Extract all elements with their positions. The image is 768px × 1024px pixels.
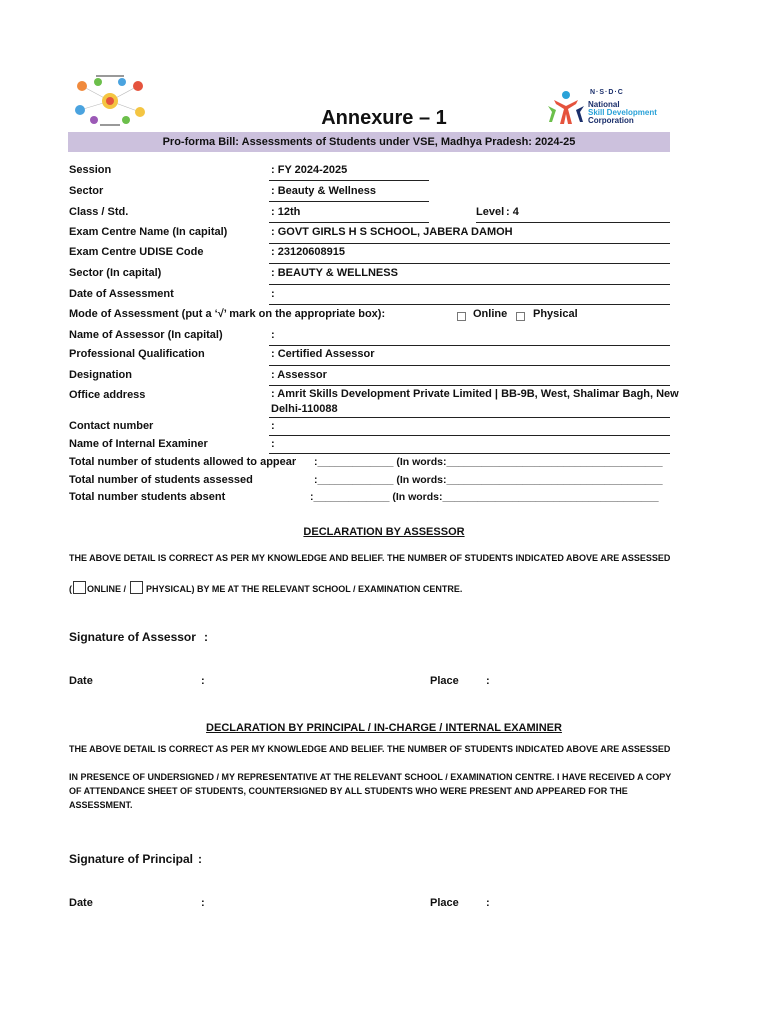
qualification-label: Professional Qualification (69, 348, 205, 360)
assessor-mode-line (69, 581, 675, 596)
online-label: Online (473, 308, 508, 320)
designation-underline (269, 385, 670, 386)
assessor-date-label: Date (69, 675, 93, 687)
assessor-name-underline (269, 345, 670, 346)
centre-name-value: : GOVT GIRLS H S SCHOOL, JABERA DAMOH (271, 226, 513, 238)
students-allowed-value: :_____________ (In words:_____________________________________ (314, 456, 663, 468)
nsdc-letters: N·S·D·C (590, 89, 624, 96)
level-label: Level (476, 206, 505, 218)
nsdc-line-1: National (588, 100, 620, 109)
office-address-line-2: Delhi-110088 (271, 403, 338, 415)
physical-checkbox[interactable] (516, 312, 525, 321)
designation-value: : Assessor (271, 369, 327, 381)
sector-underline (269, 201, 429, 202)
principal-declaration-text-1: THE ABOVE DETAIL IS CORRECT AS PER MY KNOWLEDGE AND BELIEF. THE NUMBER OF STUDENTS INDICATED ABOVE ARE ASSESSED (69, 744, 671, 754)
sector-cap-label: Sector (In capital) (69, 267, 162, 279)
sector-value: : Beauty & Wellness (271, 185, 376, 197)
date-of-assessment-label: Date of Assessment (69, 288, 174, 300)
office-address-underline (269, 417, 670, 418)
internal-examiner-value: : (271, 438, 275, 450)
assessor-name-value: : (271, 329, 275, 341)
physical-label: Physical (533, 308, 578, 320)
contact-value: : (271, 420, 275, 432)
qualification-underline (269, 365, 670, 366)
contact-label: Contact number (69, 420, 154, 432)
assessor-place-colon: : (486, 675, 490, 687)
students-assessed-label: Total number of students assessed (69, 474, 253, 486)
assessor-physical-checkbox[interactable] (130, 581, 143, 594)
level-underline (476, 222, 670, 223)
internal-examiner-label: Name of Internal Examiner (69, 438, 208, 450)
band-title: Pro-forma Bill: Assessments of Students under VSE, Madhya Pradesh: 2024-25 (162, 136, 576, 148)
date-of-assessment-underline (269, 304, 670, 305)
assessor-online-text: ONLINE / (87, 584, 127, 594)
session-label: Session (69, 164, 112, 176)
page-title: Annexure – 1 (321, 107, 447, 129)
principal-signature-colon: : (198, 852, 202, 866)
principal-date-colon: : (201, 897, 205, 909)
assessor-date-colon: : (201, 675, 205, 687)
principal-place-colon: : (486, 897, 490, 909)
online-checkbox[interactable] (457, 312, 466, 321)
class-label: Class / Std. (69, 206, 129, 218)
assessor-declaration-heading: DECLARATION BY ASSESSOR (303, 526, 465, 538)
assessor-signature-label: Signature of Assessor (69, 630, 196, 644)
level-value: : 4 (506, 206, 519, 218)
contact-underline (269, 435, 670, 436)
assessor-signature-colon: : (204, 630, 208, 644)
principal-signature-label: Signature of Principal (69, 852, 194, 866)
principal-declaration-text-2: IN PRESENCE OF UNDERSIGNED / MY REPRESENTATIVE AT THE RELEVANT SCHOOL / EXAMINATION CENTRE. I HAVE RECEIVED A COPY OF ATTENDANCE SHEET OF STUDENTS, COUNTERSIGNED BY ALL STUDENTS WHO WERE PRESENT AND APPEARED FOR THE ASSESSMENT. (69, 772, 672, 810)
nsdc-line-3: Corporation (588, 116, 634, 125)
udise-label: Exam Centre UDISE Code (69, 246, 204, 258)
designation-label: Designation (69, 369, 132, 381)
session-underline (269, 180, 429, 181)
udise-underline (269, 263, 670, 264)
sector-label: Sector (69, 185, 104, 197)
class-value: : 12th (271, 206, 301, 218)
date-of-assessment-value: : (271, 288, 275, 300)
sector-cap-underline (269, 284, 670, 285)
assessor-name-label: Name of Assessor (In capital) (69, 329, 223, 341)
principal-date-label: Date (69, 897, 93, 909)
mode-label: Mode of Assessment (put a ‘√’ mark on the appropriate box): (69, 308, 386, 320)
sector-cap-value: : BEAUTY & WELLNESS (271, 267, 398, 279)
centre-name-underline (269, 243, 670, 244)
qualification-value: : Certified Assessor (271, 348, 375, 360)
session-value: : FY 2024-2025 (271, 164, 348, 176)
office-address-line-1: : Amrit Skills Development Private Limited | BB-9B, West, Shalimar Bagh, New (271, 388, 679, 400)
students-allowed-label: Total number of students allowed to appear (69, 456, 297, 468)
principal-place-label: Place (430, 897, 459, 909)
open-paren: ( (69, 584, 72, 594)
nsdc-line-2: Skill Development (588, 108, 657, 117)
assessor-physical-text: PHYSICAL) BY ME AT THE RELEVANT SCHOOL / EXAMINATION CENTRE. (146, 584, 463, 594)
udise-value: : 23120608915 (271, 246, 346, 258)
students-assessed-value: :_____________ (In words:_____________________________________ (314, 474, 663, 486)
centre-name-label: Exam Centre Name (In capital) (69, 226, 228, 238)
internal-examiner-underline (269, 453, 670, 454)
assessor-online-checkbox[interactable] (73, 581, 86, 594)
students-absent-label: Total number students absent (69, 491, 226, 503)
assessor-declaration-text: THE ABOVE DETAIL IS CORRECT AS PER MY KNOWLEDGE AND BELIEF. THE NUMBER OF STUDENTS INDICATED ABOVE ARE ASSESSED (69, 553, 671, 563)
class-underline (269, 222, 429, 223)
office-address-label: Office address (69, 389, 146, 401)
students-absent-value: :_____________ (In words:_____________________________________ (310, 491, 659, 503)
principal-declaration-heading: DECLARATION BY PRINCIPAL / IN-CHARGE / INTERNAL EXAMINER (206, 722, 562, 734)
assessor-place-label: Place (430, 675, 459, 687)
